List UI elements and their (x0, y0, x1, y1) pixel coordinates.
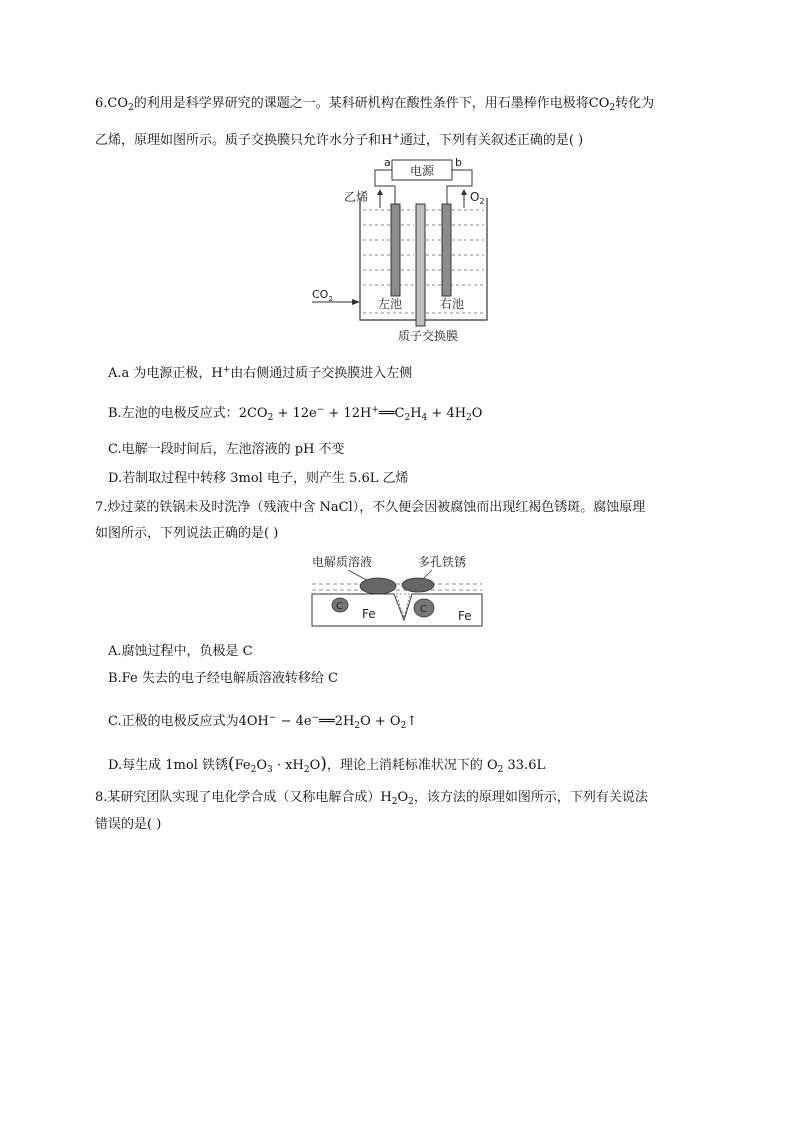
power-source-label: 电源 (409, 164, 435, 178)
q6-option-a: A.a 为电源正极，H+由右侧通过质子交换膜进入左侧 (108, 365, 413, 381)
q8-stem-line2: 错误的是( ) (95, 817, 162, 832)
proton-exchange-membrane (416, 204, 425, 326)
q7-corrosion-figure (300, 550, 490, 632)
right-cell-label: 右池 (440, 297, 465, 311)
o2-label: $O_2$ (470, 190, 485, 206)
q6-electrolysis-figure (300, 150, 510, 346)
terminal-b-label: b (455, 156, 462, 169)
q8-stem-line1: 8.某研究团队实现了电化学合成（又称电解合成）$H_2O_2$，该方法的原理如图所示，下列有关说法 (95, 790, 648, 807)
q6-option-d: D.若制取过程中转移 3mol 电子，则产生 5.6L 乙烯 (108, 471, 409, 486)
q6-option-c: C.电解一段时间后，左池溶液的 pH 不变 (108, 442, 345, 457)
carbon-label-right: C (420, 604, 427, 615)
q7-option-c: C.正极的电极反应式为$4OH^- - 4e^-══2H_2O$ + $O_2↑$ (108, 713, 418, 731)
q7-option-a: A.腐蚀过程中，负极是 C (108, 644, 253, 659)
terminal-a-label: a (384, 156, 391, 169)
fe-label-left: Fe (362, 607, 376, 621)
q7-stem-line1: 7.炒过菜的铁锅未及时洗净（残液中含 NaCl），不久便会因被腐蚀而出现红褐色锈斑。腐蚀原理 (95, 500, 646, 515)
electrolyte-label: 电解质溶液 (312, 555, 373, 569)
fe-label-right: Fe (458, 609, 472, 623)
left-cell-label: 左池 (378, 297, 403, 311)
q6-stem-line1: $6.CO_2$的利用是科学界研究的课题之一。某科研机构在酸性条件下，用石墨棒作电极将$CO_2$转化为 (95, 96, 655, 113)
carbon-label-left: C (336, 601, 343, 612)
membrane-label: 质子交换膜 (398, 329, 459, 343)
q7-option-b: B.Fe 失去的电子经电解质溶液转移给 C (108, 671, 338, 686)
rust-blob-left (360, 578, 396, 594)
left-electrode (391, 204, 400, 296)
co2-inlet-label: $CO_2$ (312, 288, 333, 303)
q7-option-d: D.每生成 1mol 铁锈$(Fe_2O_3 \cdot xH_2O)$，理论上消耗标准状况下的 $O_2$ 33.6L (108, 754, 546, 775)
q7-stem-line2: 如图所示，下列说法正确的是( ) (95, 526, 279, 541)
q6-stem-line2: 乙烯，原理如图所示。质子交换膜只允许水分子和H+通过，下列有关叙述正确的是( ) (95, 132, 584, 148)
ethylene-label: 乙烯 (344, 190, 369, 204)
right-electrode (442, 204, 451, 296)
porous-rust-label: 多孔铁锈 (418, 555, 467, 569)
q6-option-b: B.左池的电极反应式：$2CO_2 + 12e^-$ + $12H^+══C_2H_4 + 4H_2O$ (108, 405, 483, 423)
rust-blob-right (402, 578, 434, 592)
